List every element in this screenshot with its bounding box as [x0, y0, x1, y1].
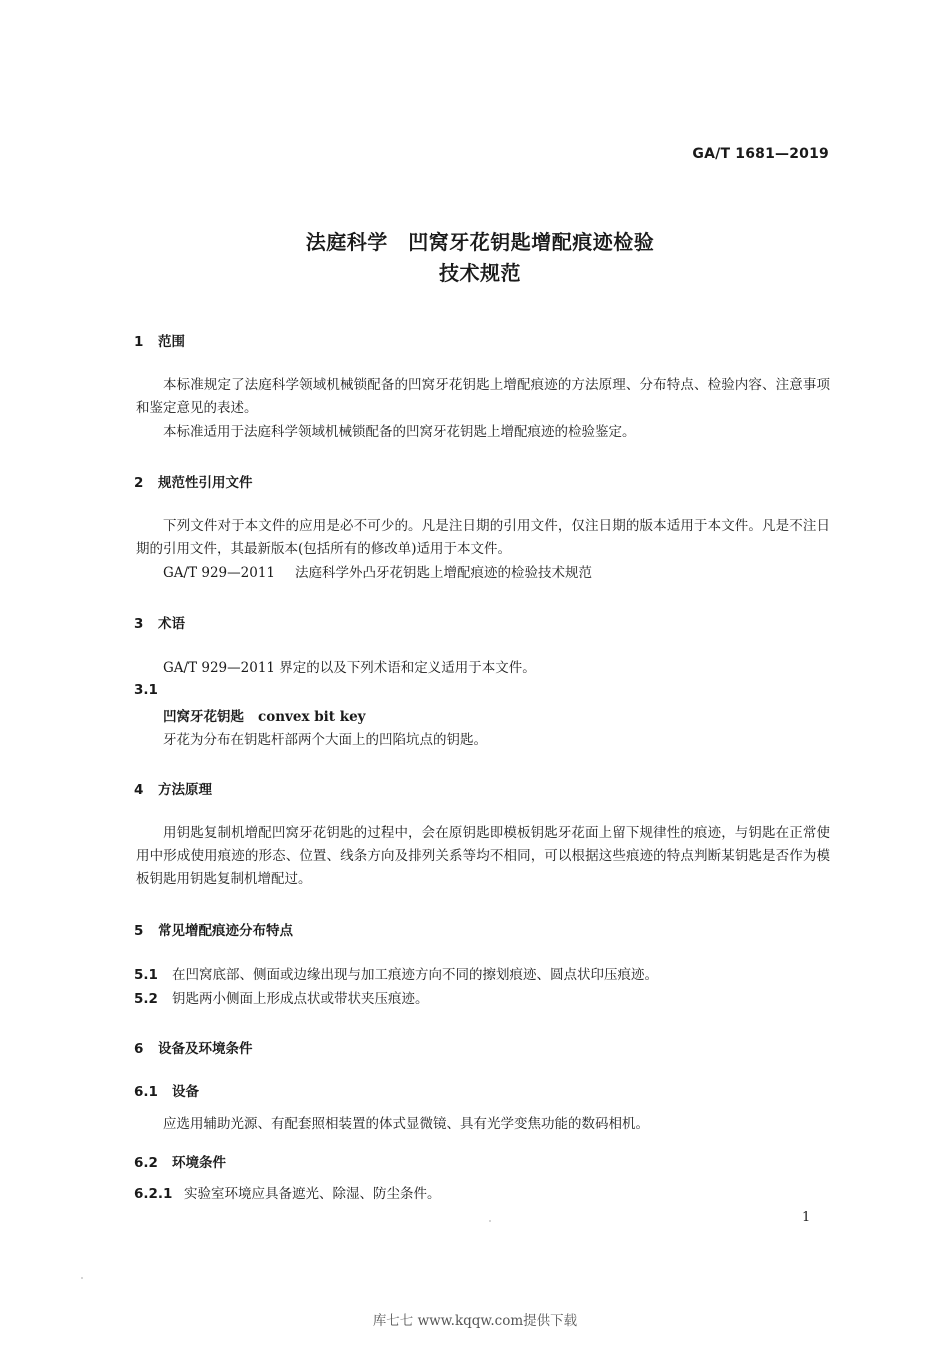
subsection-number: 6.2 [134, 1155, 158, 1171]
section-number: 3 [134, 616, 144, 632]
section-3-heading [134, 612, 185, 632]
clause-number: 6.2.1 [134, 1186, 173, 1202]
section-5-heading [134, 919, 293, 939]
section-title: 常见增配痕迹分布特点 [158, 923, 293, 939]
download-watermark: 库七七 www.kqqw.com提供下载 [372, 1313, 578, 1329]
section-1-paragraph-2: 本标准适用于法庭科学领域机械锁配备的凹窝牙花钥匙上增配痕迹的检验鉴定。 [163, 424, 636, 440]
section-6-heading [134, 1037, 253, 1057]
section-title: 方法原理 [158, 782, 212, 798]
section-4-heading [134, 778, 212, 798]
section-title: 设备及环境条件 [158, 1041, 253, 1057]
clause-5-1 [134, 964, 658, 986]
subsection-6-2-heading [134, 1151, 226, 1171]
clause-text: 实验室环境应具备遮光、除湿、防尘条件。 [184, 1186, 441, 1202]
subsection-6-1-text: 应选用辅助光源、有配套照相装置的体式显微镜、具有光学变焦功能的数码相机。 [163, 1116, 649, 1132]
section-3-paragraph-1: GA/T 929—2011 界定的以及下列术语和定义适用于本文件。 [163, 660, 536, 676]
clause-number: 5.1 [134, 967, 158, 983]
section-title: 规范性引用文件 [158, 475, 253, 491]
scan-speck [489, 1220, 491, 1222]
subsection-number: 6.1 [134, 1084, 158, 1100]
standard-code: GA/T 1681—2019 [692, 146, 829, 162]
term-chinese: 凹窝牙花钥匙 [163, 709, 244, 725]
reference-title: 法庭科学外凸牙花钥匙上增配痕迹的检验技术规范 [295, 565, 593, 581]
subsection-title: 设备 [172, 1084, 199, 1100]
clause-number: 5.2 [134, 991, 158, 1007]
clause-text: 钥匙两小侧面上形成点状或带状夹压痕迹。 [172, 991, 429, 1007]
reference-code: GA/T 929—2011 [163, 565, 276, 581]
section-2-heading [134, 471, 253, 491]
term-3-1 [163, 705, 366, 725]
section-number: 6 [134, 1041, 144, 1057]
section-title: 术语 [158, 616, 185, 632]
term-english: convex bit key [258, 709, 366, 725]
clause-text: 在凹窝底部、侧面或边缘出现与加工痕迹方向不同的擦划痕迹、圆点状印压痕迹。 [172, 967, 658, 983]
section-number: 2 [134, 475, 144, 491]
section-number: 5 [134, 923, 144, 939]
normative-reference [163, 562, 592, 584]
section-4-paragraph-1: 用钥匙复制机增配凹窝牙花钥匙的过程中，会在原钥匙即模板钥匙牙花面上留下规律性的痕迹，与钥匙在正常使用中形成使用痕迹的形态、位置、线条方向及排列关系等均不相同，可以根据这些痕迹的特点判断某钥匙是否作为模板钥匙用钥匙复制机增配过。 [136, 825, 830, 887]
subsection-title: 环境条件 [172, 1155, 226, 1171]
subsection-6-1-heading [134, 1080, 199, 1100]
section-number: 1 [134, 334, 144, 350]
section-1-heading [134, 330, 185, 350]
section-2-paragraph-1: 下列文件对于本文件的应用是必不可少的。凡是注日期的引用文件，仅注日期的版本适用于本文件。凡是不注日期的引用文件，其最新版本(包括所有的修改单)适用于本文件。 [136, 518, 830, 557]
section-number: 4 [134, 782, 144, 798]
term-3-1-definition: 牙花为分布在钥匙杆部两个大面上的凹陷坑点的钥匙。 [163, 732, 487, 748]
clause-5-2 [134, 988, 429, 1010]
document-title-line2: 技术规范 [439, 261, 521, 285]
document-title-line1: 法庭科学 凹窝牙花钥匙增配痕迹检验 [305, 230, 655, 254]
term-3-1-number: 3.1 [134, 682, 158, 698]
clause-6-2-1 [134, 1183, 441, 1205]
section-title: 范围 [158, 334, 185, 350]
scan-speck [81, 1277, 83, 1279]
section-1-paragraph-1: 本标准规定了法庭科学领域机械锁配备的凹窝牙花钥匙上增配痕迹的方法原理、分布特点、检验内容、注意事项和鉴定意见的表述。 [136, 377, 830, 416]
page-number: 1 [802, 1210, 811, 1225]
